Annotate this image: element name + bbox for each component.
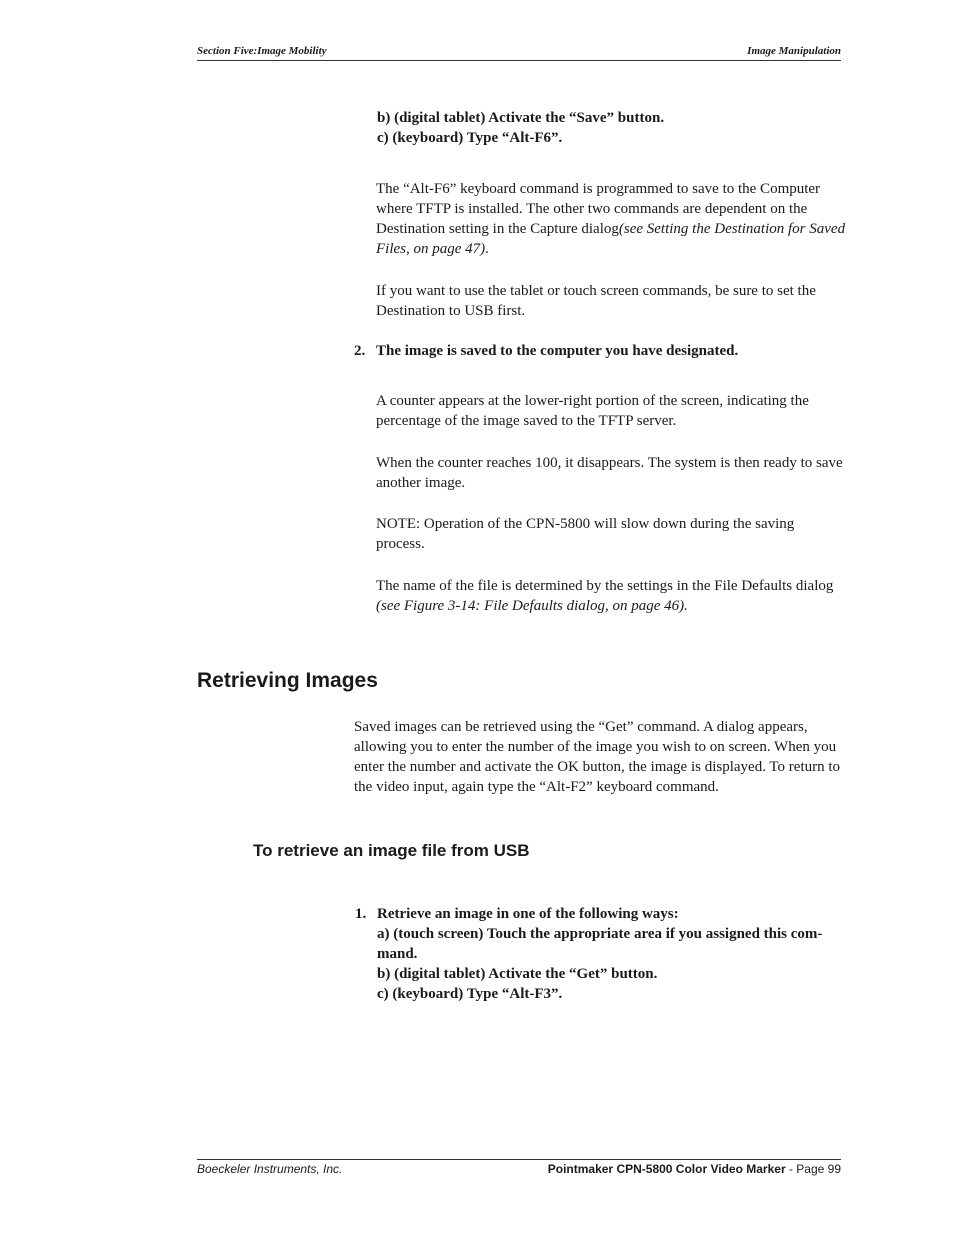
paragraph-counter-done: [376, 453, 846, 493]
cross-reference-link-cont[interactable]: Files, on page 47): [376, 241, 486, 257]
paragraph-alt-f6: [376, 179, 846, 259]
paragraph-line: enter the number and activate the OK button, the image is displayed. To return to: [354, 759, 841, 775]
paragraph-line: Saved images can be retrieved using the “Get” command. A dialog appears,: [354, 719, 808, 735]
step-text: Retrieve an image in one of the following ways:: [377, 906, 679, 922]
paragraph-line: the video input, again type the “Alt-F2” keyboard command.: [354, 779, 719, 795]
paragraph-line: [376, 219, 846, 239]
cross-reference-link[interactable]: (see Figure 3-14: File Defaults dialog, on page 46).: [376, 598, 688, 614]
step-a-touch-screen: a) (touch screen) Touch the appropriate area if you assigned this com-: [377, 926, 823, 942]
subsection-heading: To retrieve an image file from USB: [253, 841, 530, 860]
paragraph-line: The name of the file is determined by the settings in the File Defaults dialog: [376, 578, 834, 594]
paragraph-line: where TFTP is installed. The other two commands are dependent on the: [376, 201, 808, 217]
paragraph-line: If you want to use the tablet or touch screen commands, be sure to set the: [376, 283, 816, 299]
paragraph-note: [376, 514, 846, 554]
step-number: 1.: [355, 906, 367, 922]
step-b-get: b) (digital tablet) Activate the “Get” button.: [377, 966, 658, 982]
paragraph-text: .: [485, 241, 489, 257]
paragraph-line: another image.: [376, 475, 466, 491]
paragraph-tablet: [376, 281, 846, 321]
step-c-alt-f6: c) (keyboard) Type “Alt-F6”.: [377, 130, 563, 146]
paragraph-line: process.: [376, 536, 425, 552]
paragraph-line: percentage of the image saved to the TFTP server.: [376, 413, 677, 429]
paragraph-line: NOTE: Operation of the CPN-5800 will slow down during the saving: [376, 516, 795, 532]
paragraph-counter: [376, 391, 846, 431]
paragraph-retrieving: [354, 717, 844, 797]
footer-page-number: - Page 99: [785, 1162, 841, 1176]
paragraph-text: Destination setting in the Capture dialog: [376, 221, 619, 237]
footer-company: Boeckeler Instruments, Inc.: [197, 1162, 343, 1176]
step-number: 2.: [354, 343, 366, 359]
header-topic-label: Image Manipulation: [747, 45, 841, 57]
step-1: [355, 904, 847, 1004]
paragraph-line: Destination to USB first.: [376, 303, 526, 319]
paragraph-line: [376, 239, 846, 259]
step-c-alt-f3: c) (keyboard) Type “Alt-F3”.: [377, 986, 563, 1002]
step-a-touch-screen-cont: mand.: [377, 946, 418, 962]
paragraph-line: The “Alt-F6” keyboard command is programmed to save to the Computer: [376, 181, 821, 197]
step-b-save: b) (digital tablet) Activate the “Save” button.: [377, 110, 665, 126]
header-section-label: Section Five:Image Mobility: [197, 45, 327, 57]
footer-page-info: [548, 1162, 841, 1176]
page-header: [197, 44, 841, 61]
page-footer: [197, 1159, 841, 1180]
step-2: [354, 341, 739, 361]
cross-reference-link[interactable]: (see Setting the Destination for Saved: [618, 221, 846, 237]
section-heading: Retrieving Images: [197, 669, 378, 692]
step-text: The image is saved to the computer you have designated.: [376, 343, 739, 359]
paragraph-file-name: [376, 576, 846, 616]
footer-product: Pointmaker CPN-5800 Color Video Marker: [547, 1162, 786, 1176]
paragraph-line: When the counter reaches 100, it disappears. The system is then ready to save: [376, 455, 843, 471]
paragraph-line: A counter appears at the lower-right portion of the screen, indicating the: [376, 393, 809, 409]
steps-top: [377, 108, 664, 148]
paragraph-line: allowing you to enter the number of the image you wish to on screen. When you: [354, 739, 837, 755]
